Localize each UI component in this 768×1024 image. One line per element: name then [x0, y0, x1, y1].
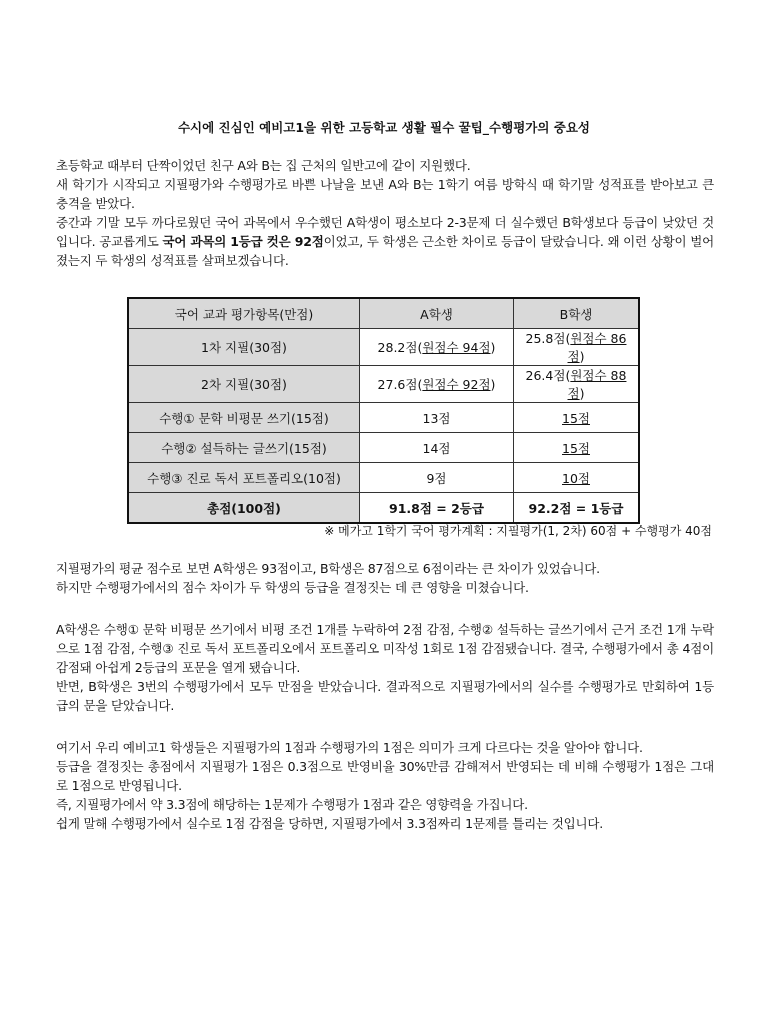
row-label: 수행③ 진로 독서 포트폴리오(10점) [128, 463, 360, 493]
total-label: 총점(100점) [128, 493, 360, 524]
para2-line-1: 지필평가의 평균 점수로 보면 A학생은 93점이고, B학생은 87점으로 6점이라는 큰 차이가 있었습니다. [56, 561, 600, 576]
intro-line-3-end: 이었고, 두 학생은 근소한 차이로 등급이 달랐습니다. 왜 이런 상황이 벌어졌는지 두 학생의 성적표를 살펴보겠습니다. [56, 234, 714, 268]
row-label: 1차 지필(30점) [128, 329, 360, 366]
intro-line-3 [56, 213, 714, 270]
header-student-b: B학생 [514, 298, 640, 329]
para4-line-4: 쉽게 말해 수행평가에서 실수로 1점 감점을 당하면, 지필평가에서 3.3점짜리 1문제를 틀리는 것입니다. [56, 816, 603, 831]
row-label: 수행① 문학 비평문 쓰기(15점) [128, 403, 360, 433]
table-row [128, 366, 639, 403]
row-label: 수행② 설득하는 글쓰기(15점) [128, 433, 360, 463]
conclusion-paragraph [56, 738, 714, 833]
intro-paragraph [56, 156, 714, 270]
para3-line-1: A학생은 수행① 문학 비평문 쓰기에서 비평 조건 1개를 누락하여 2점 감점, 수행② 설득하는 글쓰기에서 근거 조건 1개 누락으로 1점 감점, 수행③ 진로 독서 포트폴리오에서 포트폴리오 미작성 1회로 1점 감점됐습니다. 결국, 수행평가에서 총 4점이 감점돼 아쉽게 2등급의 포문을 열게 됐습니다. [56, 622, 714, 675]
student-a-score: 14점 [360, 433, 514, 463]
student-a-score: 13점 [360, 403, 514, 433]
table-row [128, 463, 639, 493]
para4-line-1: 여기서 우리 예비고1 학생들은 지필평가의 1점과 수행평가의 1점은 의미가 크게 다르다는 것을 알아야 합니다. [56, 740, 643, 755]
header-criteria: 국어 교과 평가항목(만점) [128, 298, 360, 329]
student-b-score: 10점 [514, 463, 640, 493]
row-label: 2차 지필(30점) [128, 366, 360, 403]
header-student-a: A학생 [360, 298, 514, 329]
student-b-total: 92.2점 = 1등급 [514, 493, 640, 524]
document-title: 수시에 진심인 예비고1을 위한 고등학교 생활 필수 꿀팁_수행평가의 중요성 [177, 120, 590, 135]
table-row [128, 329, 639, 366]
grade-table [127, 297, 640, 524]
student-a-score: 9점 [360, 463, 514, 493]
deduction-paragraph [56, 620, 714, 715]
total-row [128, 493, 639, 524]
student-b-score: 25.8점(원점수 86점) [514, 329, 640, 366]
student-a-score: 28.2점(원점수 94점) [360, 329, 514, 366]
para4-line-2: 등급을 결정짓는 총점에서 지필평가 1점은 0.3점으로 반영비율 30%만큼 감해져서 반영되는 데 비해 수행평가 1점은 그대로 1점으로 반영됩니다. [56, 759, 714, 793]
intro-line-3-start: 중간과 기말 모두 까다로웠던 국어 과목에서 우수했던 A학생이 평소보다 2-3문제 더 실수했던 B학생보다 등급이 낮았던 것입니다. 공교롭게도 [56, 215, 714, 249]
student-a-total: 91.8점 = 2등급 [360, 493, 514, 524]
table-header-row [128, 298, 639, 329]
student-b-score: 26.4점(원점수 88점) [514, 366, 640, 403]
student-a-score: 27.6점(원점수 92점) [360, 366, 514, 403]
para2-line-2: 하지만 수행평가에서의 점수 차이가 두 학생의 등급을 결정짓는 데 큰 영향을 미쳤습니다. [56, 580, 529, 595]
intro-line-1: 초등학교 때부터 단짝이었던 친구 A와 B는 집 근처의 일반고에 같이 지원했다. [56, 158, 471, 173]
student-b-score: 15점 [514, 433, 640, 463]
para3-line-2: 반면, B학생은 3번의 수행평가에서 모두 만점을 받았습니다. 결과적으로 지필평가에서의 실수를 수행평가로 만회하여 1등급의 문을 닫았습니다. [56, 679, 714, 713]
table-row [128, 403, 639, 433]
table-row [128, 433, 639, 463]
written-exam-paragraph [56, 559, 714, 597]
intro-line-2: 새 학기가 시작되고 지필평가와 수행평가로 바쁜 나날을 보낸 A와 B는 1학기 여름 방학식 때 학기말 성적표를 받아보고 큰 충격을 받았다. [56, 177, 714, 211]
student-b-score: 15점 [514, 403, 640, 433]
evaluation-plan-note: ※ 메가고 1학기 국어 평가계획 : 지필평가(1, 2차) 60점 + 수행평가 40점 [324, 524, 712, 538]
cut-line-highlight: 국어 과목의 1등급 컷은 92점 [162, 234, 324, 249]
para4-line-3: 즉, 지필평가에서 약 3.3점에 해당하는 1문제가 수행평가 1점과 같은 영향력을 가집니다. [56, 797, 528, 812]
